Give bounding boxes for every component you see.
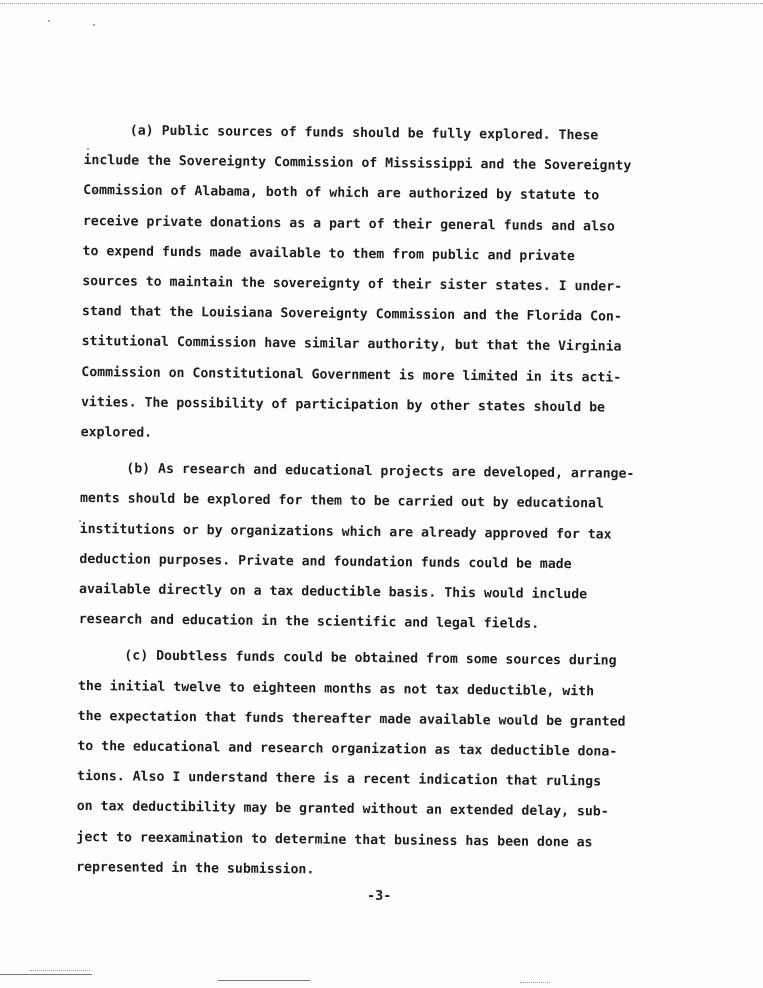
text-line: the initial twelve to eighteen months as not tax deductible, with [77, 678, 595, 700]
text-line: institutions or by organizations which are already approved for tax [79, 521, 612, 543]
text-line: (c) Doubtless funds could be obtained from some sources during [124, 648, 617, 670]
page-number: -3- [367, 888, 392, 904]
text-line: the expectation that funds thereafter made available would be granted [77, 708, 626, 730]
paragraph-b [79, 454, 703, 642]
text-line: tions. Also I understand there is a recent indication that rulings [77, 769, 602, 790]
text-line: represented in the submission. [76, 859, 315, 878]
text-line: (a) Public sources of funds should be fully explored. These [129, 123, 599, 144]
text-line: stand that the Louisiana Sovereignty Commission and the Florida Con- [81, 304, 622, 325]
text-line: to the educational and research organization as tax deductible dona- [77, 739, 618, 760]
text-line: Commission of Alabama, both of which are authorized by statute to [83, 183, 600, 204]
scan-artifact-line [30, 970, 90, 971]
text-line: stitutional Commission have similar authority, but that the Virginia [81, 334, 622, 356]
text-line: Commission on Constitutional Government is more limited in its acti- [81, 364, 622, 386]
text-line: deduction purposes. Private and foundation funds could be made [79, 551, 572, 572]
scan-artifact-line [520, 982, 550, 983]
scan-speck [93, 24, 95, 26]
body-text [76, 116, 706, 896]
text-line: research and education in the scientific and legal fields. [78, 612, 540, 633]
text-line: include the Sovereignty Commission of Mississippi and the Sovereignty [83, 153, 632, 174]
text-line: sources to maintain the sovereignty of their sister states. I under- [82, 274, 623, 295]
text-line: explored. [80, 425, 153, 441]
scan-artifact-line [0, 974, 92, 975]
text-line: vities. The possibility of participation by other states should be [80, 394, 606, 416]
paragraph-c [76, 641, 700, 889]
scan-edge-dots [0, 3, 763, 4]
text-line: to expend funds made available to them from public and private [82, 243, 575, 264]
text-line: ject to reexamination to determine that business has been done as [76, 829, 593, 851]
text-line: available directly on a tax deductible basis. This would include [78, 582, 588, 603]
text-line: (b) As research and educational projects are developed, arrange- [126, 461, 635, 483]
text-line: receive private donations as a part of their general funds and also [82, 213, 615, 235]
text-line: on tax deductibility may be granted without an extended delay, sub- [76, 799, 609, 821]
paragraph-a [81, 116, 706, 455]
scan-speck [48, 20, 50, 22]
text-line: ments should be explored for them to be carried out by educational [79, 491, 605, 512]
scan-artifact-line [218, 980, 310, 981]
